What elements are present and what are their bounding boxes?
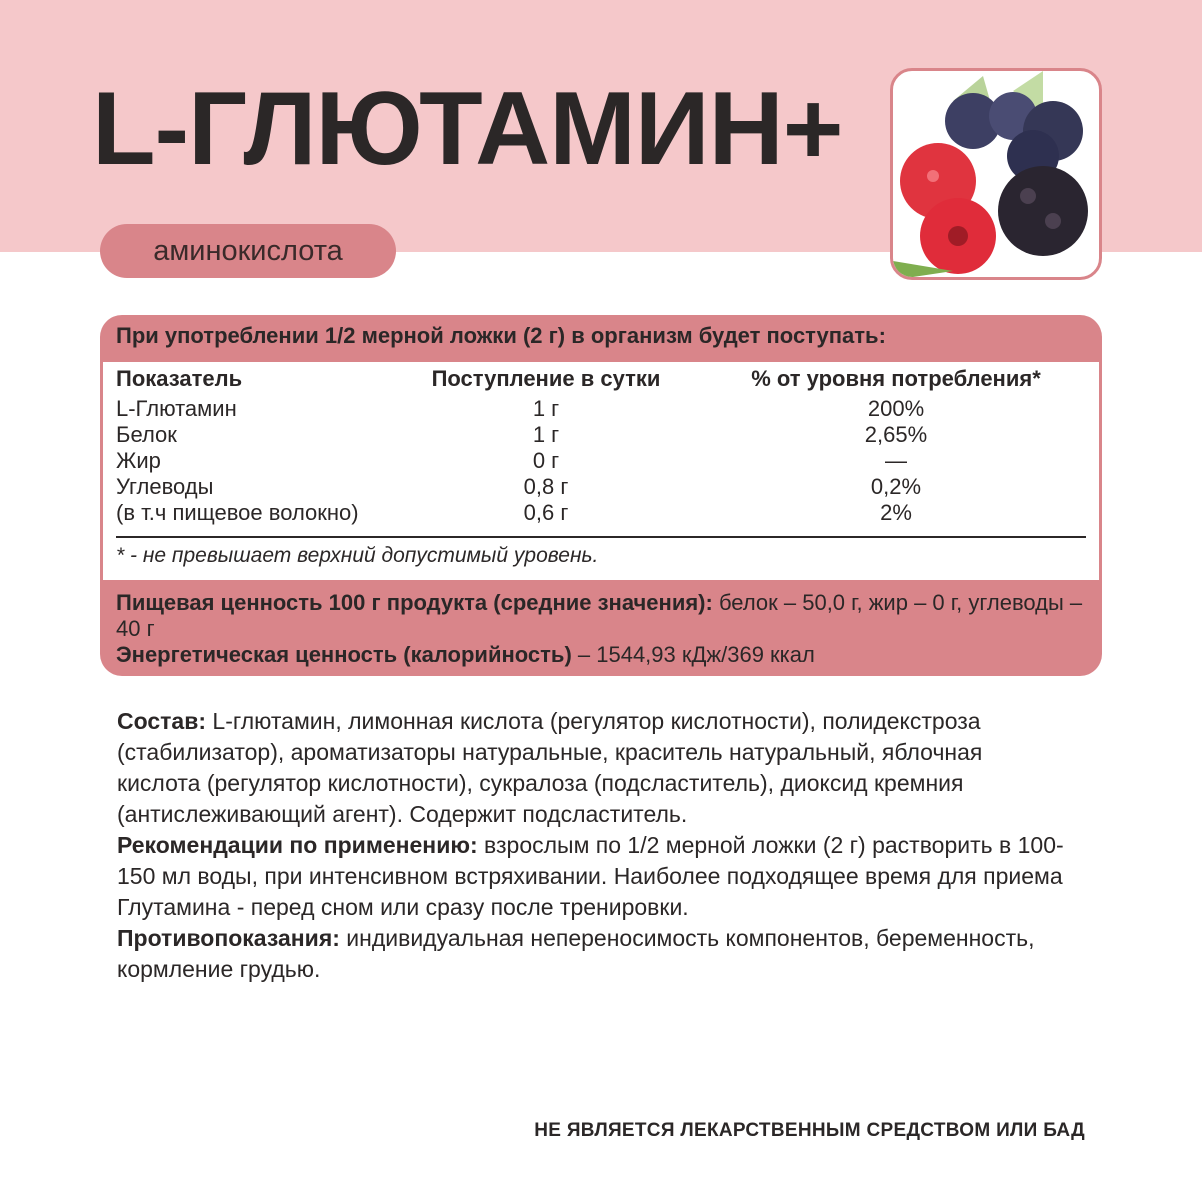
energy-value: – 1544,93 кДж/369 ккал (571, 642, 815, 667)
footnote: * - не превышает верхний допустимый уровень. (116, 544, 599, 567)
table-row (116, 396, 1086, 422)
cell: Белок (116, 422, 177, 447)
table-row (116, 422, 1086, 448)
cell: Углеводы (116, 474, 214, 499)
nutrition-table (103, 362, 1099, 580)
disclaimer: НЕ ЯВЛЯЕТСЯ ЛЕКАРСТВЕННЫМ СРЕДСТВОМ ИЛИ БАД (534, 1120, 1085, 1141)
column-header: % от уровня потребления* (751, 366, 1041, 391)
composition-text: L-глютамин, лимонная кислота (регулятор кислотности), полидекстроза (стабилизатор), ароматизаторы натуральные, краситель натуральный, яблочная кислота (регулятор кислотности), сукралоза (подсластитель), диоксид кремния (антислеживающий агент). Содержит подсластитель. (117, 708, 983, 827)
serving-heading: При употреблении 1/2 мерной ложки (2 г) в организм будет поступать: (116, 323, 886, 348)
contra-text: индивидуальная непереносимость компонентов, беременность, кормление грудью. (117, 925, 1035, 982)
energy-label: Энергетическая ценность (калорийность) (116, 642, 572, 667)
nutrition-summary (100, 580, 1102, 676)
composition-label: Состав: (117, 708, 207, 734)
cell: — (885, 448, 907, 473)
cell: 1 г (532, 422, 560, 447)
cell: 0 г (532, 448, 560, 473)
column-header: Показатель (116, 366, 243, 391)
usage-label: Рекомендации по применению: (117, 832, 478, 858)
nutrition-label: Пищевая ценность 100 г продукта (средние значения): (116, 590, 713, 615)
usage-text: взрослым по 1/2 мерной ложки (2 г) растворить в 100-150 мл воды, при интенсивном встряхивании. Наиболее подходящее время для приема Глутамина - перед сном или сразу после тренировки. (117, 832, 1064, 920)
product-description (117, 706, 1067, 985)
column-header: Поступление в сутки (431, 366, 661, 391)
table-row (116, 500, 1086, 526)
contra-label: Противопоказания: (117, 925, 340, 951)
category-badge: аминокислота (100, 224, 396, 278)
cell: 200% (867, 396, 925, 421)
cell: 0,2% (870, 474, 922, 499)
berries-image (890, 68, 1102, 280)
cell: L-Глютамин (116, 396, 237, 421)
cell: 1 г (532, 396, 560, 421)
cell: 0,8 г (523, 474, 569, 499)
nutrition-value: белок – 50,0 г, жир – 0 г, углеводы – 40 г (116, 590, 1083, 641)
table-row (116, 474, 1086, 500)
table-header (116, 366, 1086, 396)
divider (116, 536, 1086, 538)
cell: 2% (880, 500, 912, 525)
cell: Жир (116, 448, 161, 473)
contraindications (117, 923, 1067, 985)
cell: 2,65% (864, 422, 928, 447)
composition (117, 706, 1067, 830)
cell: (в т.ч пищевое волокно) (116, 500, 359, 525)
cell: 0,6 г (523, 500, 569, 525)
usage (117, 830, 1067, 923)
nutrition-box (100, 315, 1102, 676)
product-title: L-ГЛЮТАМИН+ (92, 71, 843, 187)
table-row (116, 448, 1086, 474)
